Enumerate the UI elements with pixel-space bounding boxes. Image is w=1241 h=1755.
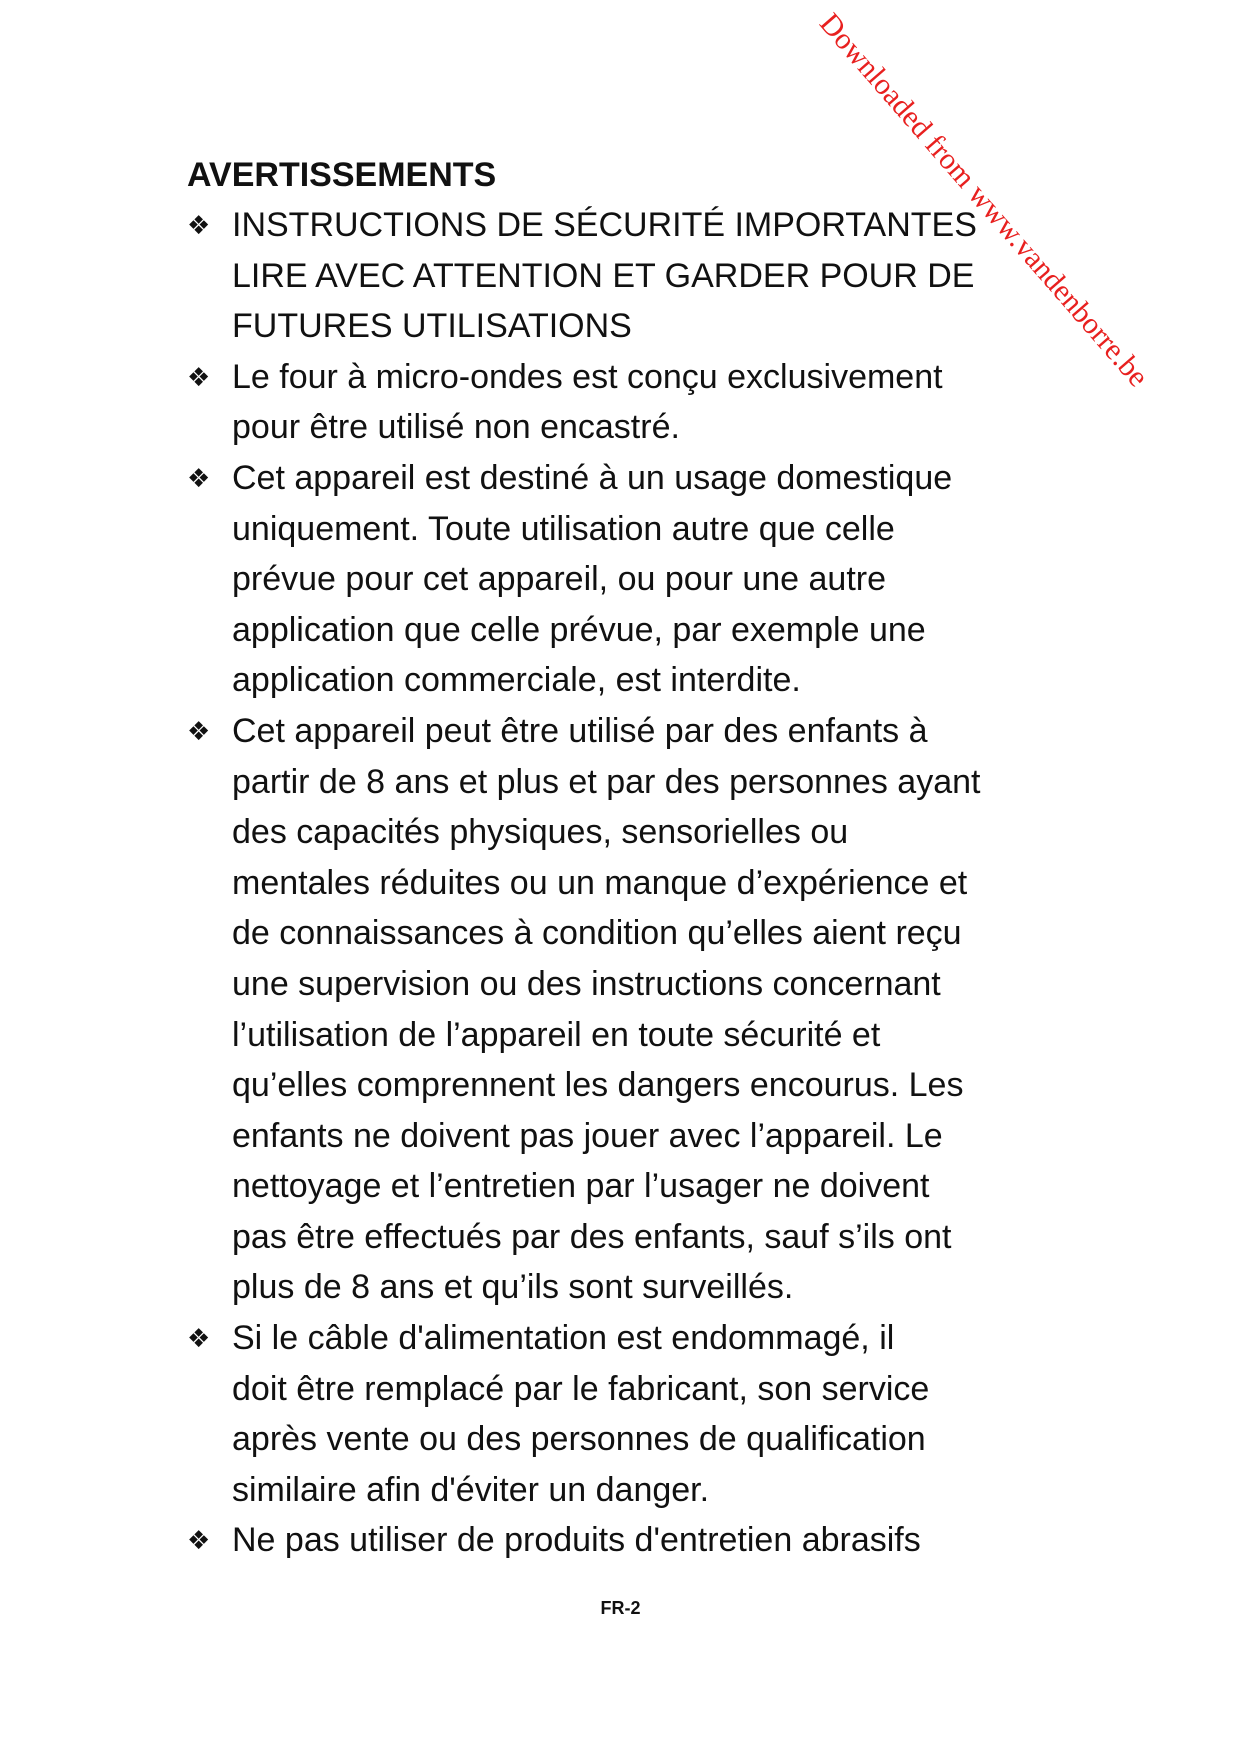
item-line: INSTRUCTIONS DE SÉCURITÉ IMPORTANTES bbox=[232, 206, 977, 244]
item-line: plus de 8 ans et qu’ils sont surveillés. bbox=[232, 1268, 794, 1307]
warnings-list bbox=[187, 200, 1067, 1566]
diamond-bullet-icon: ❖ bbox=[187, 1323, 211, 1354]
diamond-bullet-icon: ❖ bbox=[187, 361, 211, 392]
section-heading: AVERTISSEMENTS bbox=[187, 156, 497, 194]
diamond-bullet-icon: ❖ bbox=[187, 210, 211, 240]
item-line: doit être remplacé par le fabricant, son service bbox=[232, 1369, 930, 1408]
list-item bbox=[187, 706, 1067, 1313]
item-line: pas être effectués par des enfants, sauf s’ils ont bbox=[232, 1217, 952, 1256]
item-line: Cet appareil est destiné à un usage domestique bbox=[232, 458, 953, 497]
item-line: nettoyage et l’entretien par l’usager ne doivent bbox=[232, 1167, 930, 1206]
list-item bbox=[187, 1313, 1067, 1515]
item-line: des capacités physiques, sensorielles ou bbox=[232, 813, 849, 852]
item-line: application que celle prévue, par exemple une bbox=[232, 610, 926, 649]
list-item bbox=[187, 1515, 1067, 1566]
item-line: similaire afin d'éviter un danger. bbox=[232, 1470, 710, 1509]
list-item bbox=[187, 200, 1067, 352]
item-line: qu’elles comprennent les dangers encourus. Les bbox=[232, 1066, 964, 1105]
page-number: FR-2 bbox=[600, 1598, 641, 1618]
diamond-bullet-icon: ❖ bbox=[187, 462, 211, 493]
item-line: prévue pour cet appareil, ou pour une autre bbox=[232, 560, 887, 599]
item-line: Cet appareil peut être utilisé par des enfants à bbox=[232, 711, 928, 750]
item-line: uniquement. Toute utilisation autre que celle bbox=[232, 509, 895, 548]
item-line: après vente ou des personnes de qualification bbox=[232, 1420, 926, 1459]
list-item bbox=[187, 352, 1067, 453]
item-line: partir de 8 ans et plus et par des personnes ayant bbox=[232, 762, 981, 801]
item-line: Le four à micro-ondes est conçu exclusivement bbox=[232, 357, 943, 396]
item-line: une supervision ou des instructions concernant bbox=[232, 964, 941, 1003]
item-line: Si le câble d'alimentation est endommagé, il bbox=[232, 1319, 895, 1358]
item-line: application commerciale, est interdite. bbox=[232, 661, 801, 700]
diamond-bullet-icon: ❖ bbox=[187, 715, 211, 746]
item-line: Ne pas utiliser de produits d'entretien abrasifs bbox=[232, 1521, 921, 1560]
item-line: de connaissances à condition qu’elles aient reçu bbox=[232, 914, 962, 953]
list-item bbox=[187, 453, 1067, 706]
diamond-bullet-icon: ❖ bbox=[187, 1525, 211, 1556]
item-line: mentales réduites ou un manque d’expérience et bbox=[232, 863, 968, 902]
item-line: l’utilisation de l’appareil en toute sécurité et bbox=[232, 1015, 881, 1054]
item-line: enfants ne doivent pas jouer avec l’appareil. Le bbox=[232, 1116, 943, 1155]
item-line: LIRE AVEC ATTENTION ET GARDER POUR DE bbox=[232, 256, 975, 295]
item-line: pour être utilisé non encastré. bbox=[232, 408, 680, 447]
item-line: FUTURES UTILISATIONS bbox=[232, 307, 632, 346]
download-watermark: Downloaded from www.vandenborre.be bbox=[813, 7, 1155, 394]
